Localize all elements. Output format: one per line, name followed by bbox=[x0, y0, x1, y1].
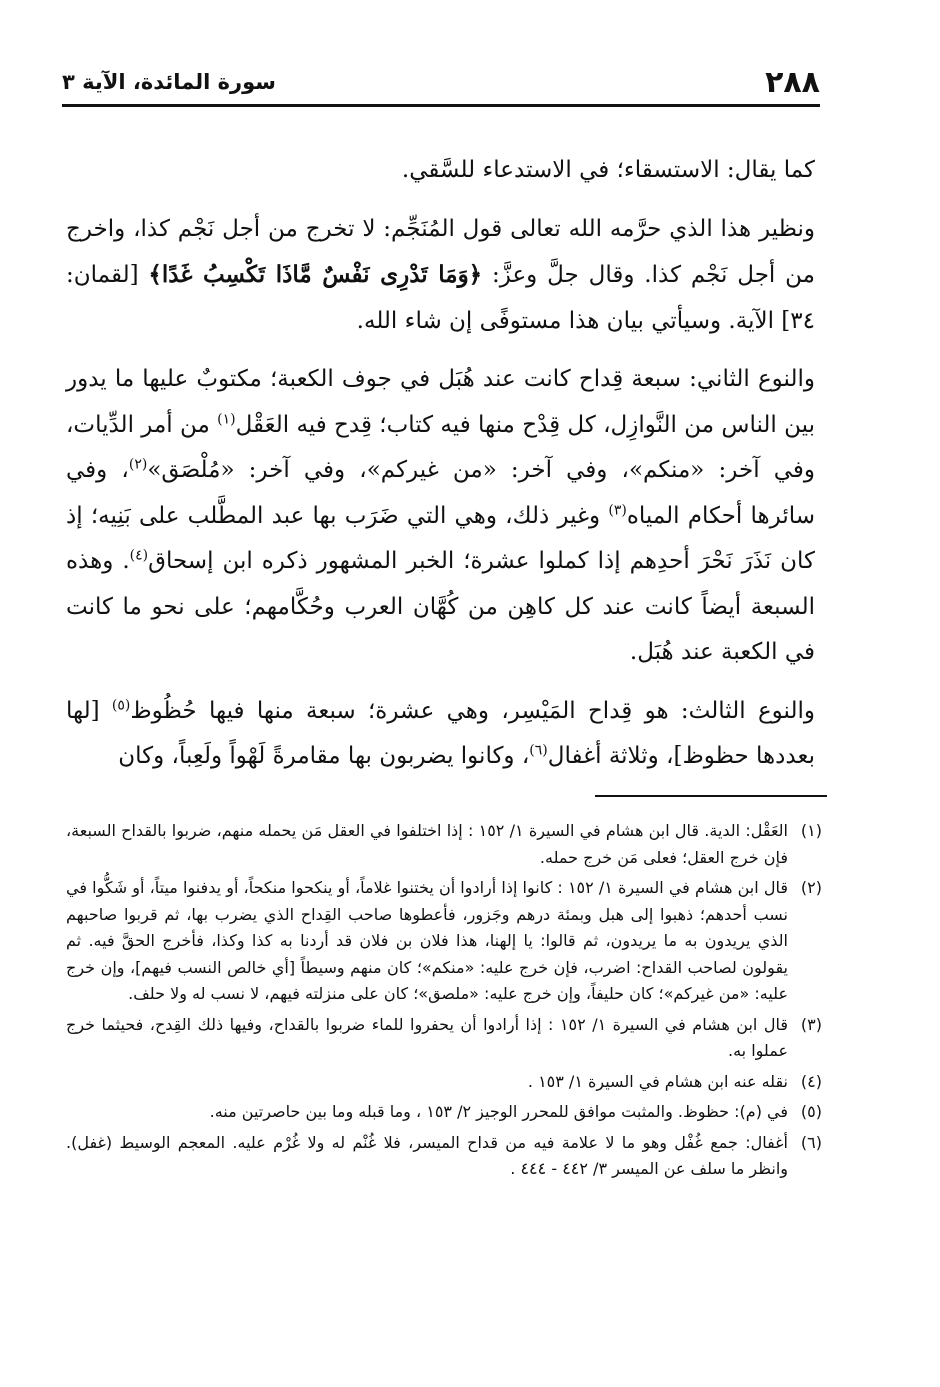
footnote-number: (٤) bbox=[800, 1071, 822, 1091]
footnote-number: (٢) bbox=[800, 878, 822, 897]
footnote bbox=[66, 1099, 822, 1126]
footnote-text: في (م): حظوظ. والمثبت موافق للمحرر الوجيز ٢/ ١٥٣ ، وما قبله وما بين حاصرتين منه. bbox=[209, 1102, 788, 1121]
footnote-text: أغفال: جمع غُفْل وهو ما لا علامة فيه من قداح الميسر، فلا غُنْم له ولا غُرْم عليه. المعجم الوسيط (غفل). وانظر ما سلف عن الميسر ٣/ ٤٤٢ - ٤٤٤ . bbox=[66, 1132, 788, 1178]
paragraph-text: كما يقال: الاستسقاء؛ في الاستدعاء للسَّقي. bbox=[401, 157, 815, 183]
footnote-ref[interactable]: (١) bbox=[217, 410, 236, 427]
paragraph bbox=[66, 689, 815, 780]
footnote bbox=[66, 818, 822, 871]
main-text bbox=[66, 148, 815, 793]
footnote bbox=[66, 875, 822, 1008]
footnote-number: (٥) bbox=[800, 1102, 822, 1121]
footnote-ref[interactable]: (٤) bbox=[129, 547, 149, 564]
paragraph-text: ، وفي سائرها أحكام المياه bbox=[66, 457, 815, 529]
footnote-text: قال ابن هشام في السيرة ١/ ١٥٢ : إذا أرادوا أن يحفروا للماء ضربوا بالقداح، وفيها ذلك القِدح، فحيثما خرج عملوا به. bbox=[66, 1014, 789, 1060]
running-title: سورة المائدة، الآية ٣ bbox=[62, 70, 276, 94]
paragraph-text: ، وكانوا يضربون بها مقامرةً لَهْواً ولَعِباً، وكان bbox=[118, 743, 530, 769]
paragraph-text: وغير ذلك، وهي التي ضَرَب بها عبد المطَّلب على بَنِيه؛ إذ كان نَذَرَ نَحْرَ أحدِهم إذا كملوا عشرة؛ الخبر المشهور ذكره ابن إسحاق bbox=[66, 502, 815, 574]
paragraph-text: [لقمان: ٣٤] الآية. وسيأتي بيان هذا مستوفًى إن شاء الله. bbox=[66, 262, 815, 334]
footnote-ref[interactable]: (٦) bbox=[529, 742, 548, 759]
paragraph-text: من أمر الدِّيات، وفي آخر: «منكم»، وفي آخر: «من غيركم»، وفي آخر: «مُلْصَق» bbox=[66, 411, 816, 483]
footnote-ref[interactable]: (٣) bbox=[608, 501, 627, 518]
footnote-number: (١) bbox=[800, 821, 822, 840]
paragraph-text: . وهذه السبعة أيضاً كانت عند كل كاهِن من كُهَّان العرب وحُكَّامهم؛ على نحو ما كانت في الكعبة عند هُبَل. bbox=[66, 548, 815, 665]
footnote-ref[interactable]: (٢) bbox=[128, 456, 148, 473]
page-number: ٢٨٨ bbox=[765, 65, 820, 100]
paragraph bbox=[66, 148, 815, 194]
paragraph-text: والنوع الثاني: سبعة قِداح كانت عند هُبَل في جوف الكعبة؛ مكتوبٌ عليها ما يدور بين الناس من النَّوازِل، كل قِدْح منها فيه كتاب؛ قِدح فيه العَقْل bbox=[66, 366, 815, 438]
footnote-text: نقله عنه ابن هشام في السيرة ١/ ١٥٣ . bbox=[527, 1071, 788, 1091]
footnote bbox=[66, 1069, 822, 1096]
paragraph-text: ونظير هذا الذي حرَّمه الله تعالى قول المُنَجِّم: لا تخرج من أجل نَجْم كذا، واخرج من أجل نَجْم كذا. وقال جلَّ وعزَّ: bbox=[66, 215, 815, 288]
footnote-number: (٦) bbox=[800, 1132, 822, 1152]
footnote bbox=[66, 1012, 822, 1065]
footnotes bbox=[66, 818, 822, 1187]
footnote-text: العَقْل: الدية. قال ابن هشام في السيرة ١/ ١٥٢ : إذا اختلفوا في العقل مَن يحمله منهم، ضربوا بالقداح السبعة، فإن خرج العقل؛ فعلى مَن خرج حمله. bbox=[66, 821, 788, 867]
footnote-text: قال ابن هشام في السيرة ١/ ١٥٢ : كانوا إذا أرادوا أن يختنوا غلاماً، أو ينكحوا منكحاً، أو يدفنوا ميتاً، أو شَكُّوا في نسب أحدهم؛ ذهبوا إلى هبل وبمئة درهم وجَزور، فأعطوها صاحب القِداح الذي يضرب بها، ثم قربوا صاحبهم الذي يريدون به ما يريدون، ثم قالوا: يا إلهنا، هذا فلان بن فلان قد أردنا به كذا وكذا، فأخرج الحقَّ فيه. ثم يقولون لصاحب القداح: اضرب، فإن خرج عليه: «منكم»؛ كان منهم وسيطاً [أي خالص النسب فيهم]، وإن خرج عليه: «من غيركم»؛ كان حليفاً، وإن خرج عليه: «ملصق»؛ كان على منزلته فيهم، لا نسب له ولا حلف. bbox=[66, 878, 789, 1003]
paragraph bbox=[66, 357, 815, 676]
footnote bbox=[66, 1130, 822, 1183]
paragraph bbox=[66, 207, 815, 345]
paragraph-text: [لها بعددها حظوظ]، وثلاثة أغفال bbox=[66, 697, 815, 769]
footnote-number: (٣) bbox=[800, 1014, 822, 1034]
paragraph-text: والنوع الثالث: هو قِداح المَيْسِر، وهي عشرة؛ سبعة منها فيها حُظُوظ bbox=[130, 697, 815, 724]
quran-verse: ﴿وَمَا تَدْرِى نَفْسٌ مَّاذَا تَكْسِبُ غَدًا﴾ bbox=[148, 261, 483, 288]
page-header bbox=[62, 60, 820, 107]
footnote-separator bbox=[595, 795, 827, 797]
footnote-ref[interactable]: (٥) bbox=[111, 696, 131, 713]
